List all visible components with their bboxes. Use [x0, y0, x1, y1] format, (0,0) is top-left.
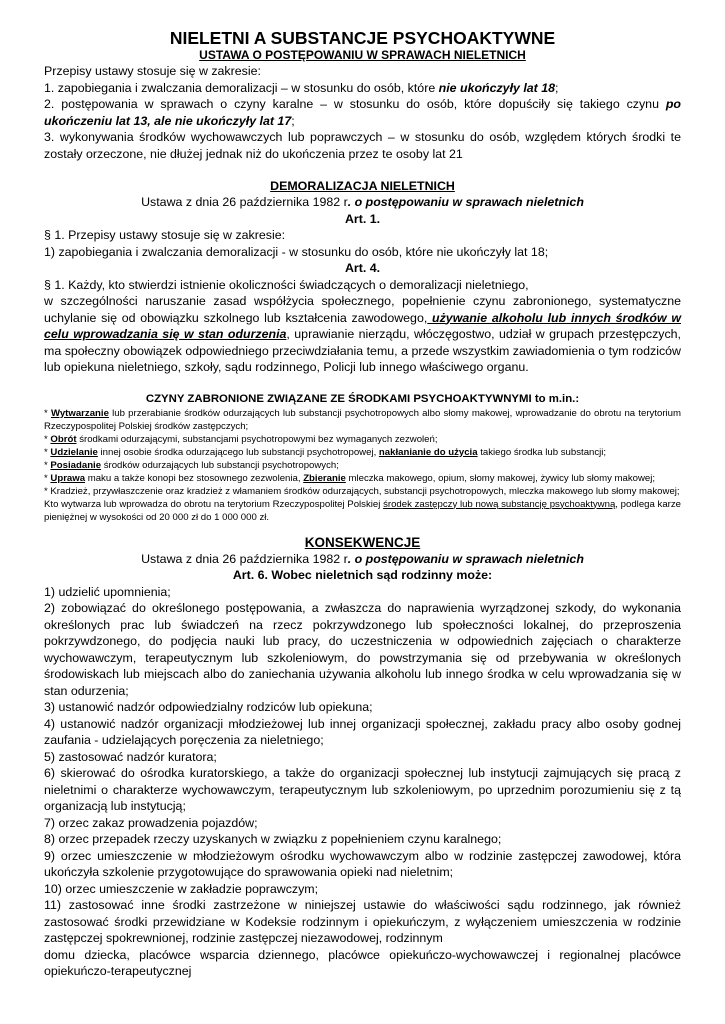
list-item: 10) orzec umieszczenie w zakładzie poprawczym;: [44, 881, 319, 896]
list-item: 9) orzec umieszczenie w młodzieżowym ośrodku wychowawczym albo w rodzinie zastępczej zawodowej, która ukończyła szkolenie przygotowujące do sprawowania opieki nad nieletnim;: [44, 848, 681, 879]
document-page: [44, 28, 681, 980]
crime-item-cultivation: * Uprawa maku a także konopi bez stosownego zezwolenia, Zbieranie mleczka makowego, opium, słomy makowej, żywicy lub słomy makowej;: [44, 472, 656, 484]
list-item: 4) ustanowić nadzór organizacji młodzieżowej lub innej organizacji społecznej, zakładu pracy albo osoby godnej zaufania - udzielających poręczenia za nieletniego;: [44, 716, 681, 747]
consequences-act-reference: Ustawa z dnia 26 października 1982 r. o postępowaniu w sprawach nieletnich: [141, 551, 584, 566]
intro-item-3: 3. wykonywania środków wychowawczych lub poprawczych – w stosunku do osób, względem których środki te zostały orzeczone, nie dłużej jednak niż do ukończenia przez te osoby lat 21: [44, 130, 681, 161]
crime-item-production: * Wytwarzanie lub przerabianie środków odurzających lub substancji psychotropowych albo słomy makowej, wprowadzanie do obrotu na terytorium Rzeczypospolitej Polskiej środków zastępczych;: [44, 407, 681, 432]
intro-item-1: 1. zapobiegania i zwalczania demoralizacji – w stosunku do osób, które nie ukończyły lat 18;: [44, 80, 559, 95]
crime-item-penalty: Kto wytwarza lub wprowadza do obrotu na terytorium Rzeczypospolitej Polskiej środek zastępczy lub nową substancję psychoaktywną, podlega karze pieniężnej w wysokości od 20 000 zł do 1 000 000 zł.: [44, 498, 681, 523]
list-item: 3) ustanowić nadzór odpowiedzialny rodziców lub opiekuna;: [44, 700, 373, 714]
list-item: 5) zastosować nadzór kuratora;: [44, 749, 217, 764]
article-1-heading: Art. 1.: [344, 211, 381, 226]
intro-lead: Przepisy ustawy stosuje się w zakresie:: [44, 64, 261, 78]
list-item: 11) zastosować inne środki zastrzeżone w niniejszej ustawie do właściwości sądu rodzinnego, jak również zastosować środki przewidziane w Kodeksie rodzinnym i opiekuńczym, z wyłączeniem umieszczenia w rodzinie zastępczej spokrewnionej, rodzinie zastępczej niezawodowej, rodzinnym: [44, 898, 681, 945]
page-subtitle: USTAWA O POSTĘPOWANIU W SPRAWACH NIELETNICH: [199, 48, 526, 62]
list-item: 1) udzielić upomnienia;: [44, 584, 171, 599]
section-heading-crimes: CZYNY ZABRONIONE ZWIĄZANE ZE ŚRODKAMI PSYCHOAKTYWNYMI to m.in.:: [145, 392, 580, 405]
list-item: 6) skierować do ośrodka kuratorskiego, a także do organizacji społecznej lub instytucji zajmujących się pracą z nieletnimi o charakterze wychowawczym, terapeutycznym lub szkoleniowym, po uprzednim porozumieniu się z tą organizacją lub instytucją;: [44, 766, 681, 813]
article-6-heading: Art. 6. Wobec nieletnich sąd rodzinny może:: [232, 568, 493, 582]
consequences-list: [44, 584, 681, 980]
list-item: 8) orzec przepadek rzeczy uzyskanych w związku z popełnieniem czynu karalnego;: [44, 832, 502, 846]
crime-item-supply: * Udzielanie innej osobie środka odurzającego lub substancji psychotropowej, nakłanianie do użycia takiego środka lub substancji;: [44, 446, 607, 458]
article-1-item: 1) zapobiegania i zwalczania demoralizacji - w stosunku do osób, które nie ukończyły lat 18;: [44, 244, 549, 259]
intro-item-2: 2. postępowania w sprawach o czyny karalne – w stosunku do osób, które dopuściły się takiego czynu po ukończeniu lat 13, ale nie ukończyły lat 17;: [44, 97, 681, 128]
act-reference: Ustawa z dnia 26 października 1982 r. o postępowaniu w sprawach nieletnich: [141, 195, 584, 209]
page-title: NIELETNI A SUBSTANCJE PSYCHOAKTYWNE: [169, 28, 556, 48]
list-item: 2) zobowiązać do określonego postępowania, a zwłaszcza do naprawienia wyrządzonej szkody, do wykonania określonych prac lub świadczeń na rzecz pokrzywdzonego lub społeczności lokalnej, do przeproszenia pokrzywdzonego, do podjęcia nauki lub pracy, do uczestniczenia w odpowiednich zajęciach o charakterze wychowawczym, terapeutycznym lub szkoleniowym, do powstrzymania się od przebywania w określonych środowiskach lub miejscach albo do zaniechania używania alkoholu lub innego środka w celu wprowadzania się w stan odurzenia;: [44, 601, 681, 698]
crime-item-theft: * Kradzież, przywłaszczenie oraz kradzież z włamaniem środków odurzających, substancji psychotropowych, mleczka makowego lub słomy makowej;: [44, 485, 680, 497]
list-item: 7) orzec zakaz prowadzenia pojazdów;: [44, 815, 258, 830]
list-item: domu dziecka, placówce wsparcia dziennego, placówce opiekuńczo-wychowawczej i regionalnej placówce opiekuńczo-terapeutycznej: [44, 947, 681, 978]
article-4-paragraph-body: w szczególności naruszanie zasad współżycia społecznego, popełnienie czynu zabronionego, systematyczne uchylanie się od obowiązku szkolnego lub kształcenia zawodowego, używanie alkoholu lub innych środków w celu wprowadzania się w stan odurzenia, uprawianie nierządu, włóczęgostwo, udział w grupach przestępczych, ma społeczny obowiązek odpowiedniego przeciwdziałania temu, a przede wszystkim zawiadomienia o tym rodziców lub opiekuna nieletniego, szkoły, sądu rodzinnego, Policji lub innego właściwego organu.: [44, 294, 682, 374]
crime-item-trade: * Obrót środkami odurzającymi, substancjami psychotropowymi bez wymaganych zezwoleń;: [44, 433, 438, 445]
article-1-paragraph: § 1. Przepisy ustawy stosuje się w zakresie:: [44, 228, 286, 242]
section-heading-demoralization: DEMORALIZACJA NIELETNICH: [270, 179, 455, 193]
article-4-heading: Art. 4.: [344, 261, 381, 275]
section-heading-consequences: KONSEKWENCJE: [304, 534, 421, 550]
article-4-paragraph-lead: § 1. Każdy, kto stwierdzi istnienie okoliczności świadczących o demoralizacji nieletniego,: [44, 277, 529, 292]
crime-item-possession: * Posiadanie środków odurzających lub substancji psychotropowych;: [44, 459, 339, 471]
